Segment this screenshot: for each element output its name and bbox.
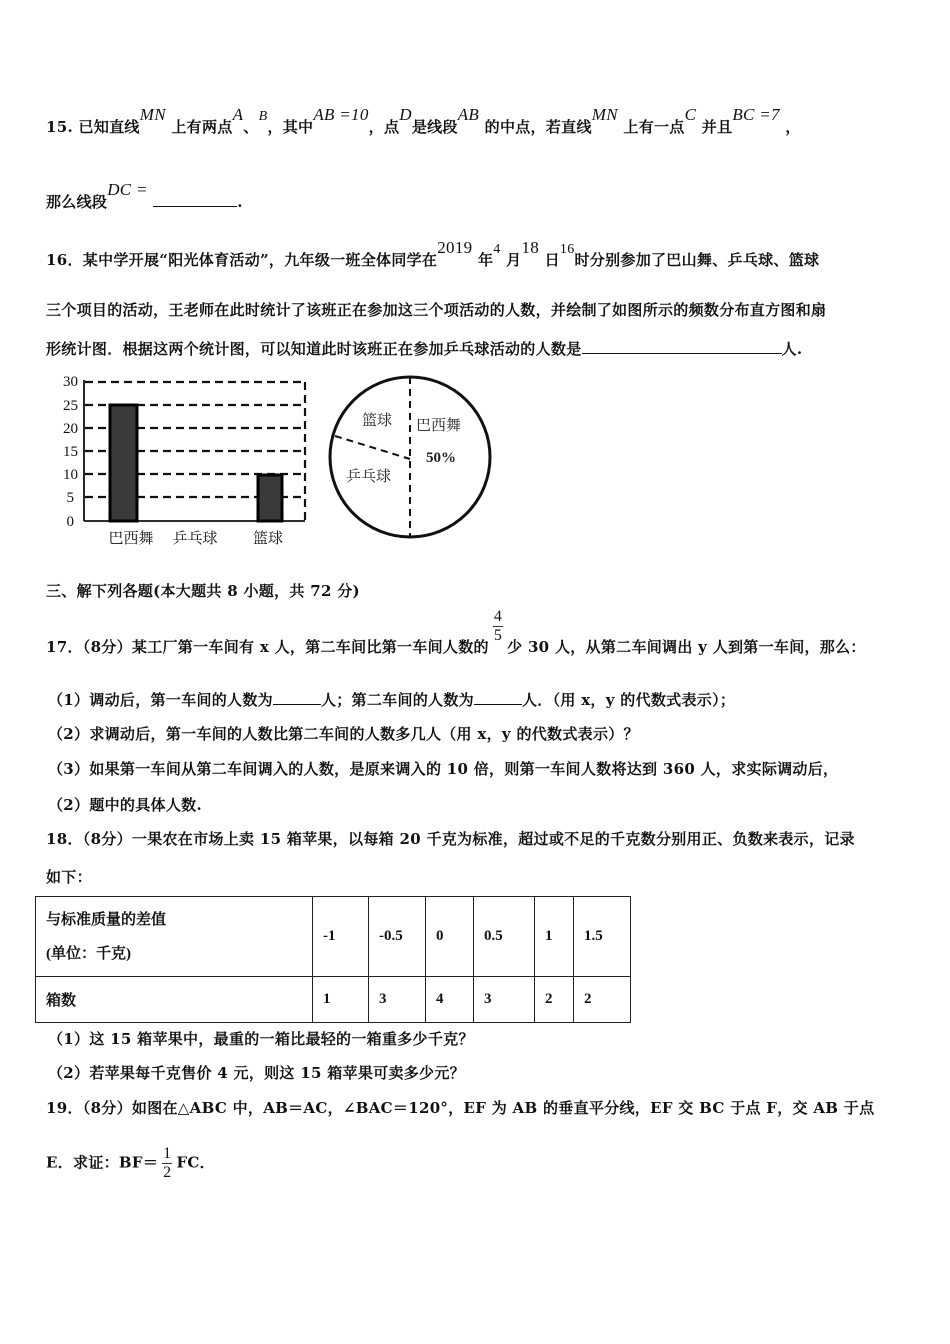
answer-blank[interactable] (582, 353, 782, 354)
text: ， (785, 118, 801, 136)
table-cell: 0.5 (474, 897, 535, 977)
table-cell: 4 (426, 977, 474, 1023)
math-D: D (399, 105, 412, 124)
svg-text:25: 25 (63, 398, 78, 414)
text: ，其中 (267, 118, 314, 136)
question-number: 15. (46, 118, 73, 136)
svg-text:乒乓球: 乒乓球 (346, 469, 392, 485)
text: ，点 (368, 118, 400, 136)
math-MN: MN (139, 105, 166, 124)
q17-part4: （2）题中的具体人数. (48, 796, 202, 814)
x-tick-labels (108, 530, 283, 547)
section-heading: 三、解下列各题(本大题共 8 小题，共 72 分) (46, 582, 360, 600)
text: 17．（8分）某工厂第一车间有 x 人，第二车间比第一车间人数的 (46, 637, 489, 656)
text: 与标准质量的差值 (46, 911, 167, 928)
math-hour: 16 (559, 242, 575, 257)
q18-part2: （2）若苹果每千克售价 4 元，则这 15 箱苹果可卖多少元？ (48, 1064, 465, 1082)
text: 时分别参加了巴山舞、乒乓球、篮球 (574, 251, 820, 269)
q17-part1 (48, 689, 735, 710)
q17-part2: （2）求调动后，第一车间的人数比第二车间的人数多几人（用 x，y 的代数式表示）？ (48, 725, 639, 743)
math-AB: AB (457, 105, 480, 124)
math-year: 2019 (437, 238, 473, 257)
pie-chart (320, 365, 500, 550)
svg-text:巴西舞: 巴西舞 (108, 531, 154, 547)
pie-divider-left (335, 436, 410, 459)
math-A: A (232, 105, 244, 124)
text: 已知直线 (78, 118, 140, 136)
frac-numerator: 4 (493, 608, 503, 625)
text: 、 (243, 118, 259, 136)
answer-blank[interactable] (273, 704, 321, 705)
text: 人. (781, 340, 803, 358)
text: 少 30 人，从第二车间调出 y 人到第一车间，那么： (507, 637, 866, 656)
q18-line1: 18．（8分）一果农在市场上卖 15 箱苹果，以每箱 20 千克为标准，超过或不足的千克数分别用正、负数来表示，记录 (46, 830, 855, 848)
math-BC-7: BC =7 (732, 105, 780, 124)
math-month: 4 (493, 242, 501, 257)
text: 16．某中学开展“阳光体育活动”，九年级一班全体同学在 (46, 251, 438, 269)
q16-line1 (46, 238, 820, 270)
table-cell: 0 (426, 897, 474, 977)
text: 人；第二车间的人数为 (320, 691, 474, 709)
bar-baxiwu (110, 405, 137, 521)
text: 那么线段 (46, 193, 108, 211)
math-C: C (684, 105, 697, 124)
table-cell: 2 (574, 977, 631, 1023)
q15-line1 (46, 105, 801, 137)
svg-text:篮球: 篮球 (362, 413, 393, 429)
table-cell: 3 (474, 977, 535, 1023)
data-table (35, 896, 631, 1023)
text: （1）调动后，第一车间的人数为 (48, 691, 273, 709)
table-cell: 2 (535, 977, 574, 1023)
bar-chart (40, 365, 320, 555)
fraction-1-2 (162, 1145, 172, 1182)
table-header-cell: 箱数 (36, 977, 313, 1023)
table-cell: 1 (535, 897, 574, 977)
svg-text:0: 0 (66, 514, 74, 530)
table-header-cell (36, 897, 313, 977)
answer-blank[interactable] (474, 704, 522, 705)
text: 的中点，若直线 (484, 118, 592, 136)
svg-text:篮球: 篮球 (252, 531, 284, 547)
q17-main (46, 608, 866, 656)
table-cell: 1 (313, 977, 369, 1023)
q18-line2: 如下： (46, 868, 92, 886)
q16-line2: 三个项目的活动，王老师在此时统计了该班正在参加这三个项活动的人数，并绘制了如图所示的频数分布直方图和扇 (46, 301, 827, 319)
math-AB-10: AB =10 (313, 105, 369, 124)
q17-part3: （3）如果第一车间从第二车间调入的人数，是原来调入的 10 倍，则第一车间人数将达到 360 人，求实际调动后， (48, 760, 839, 778)
text: 日 (544, 251, 560, 269)
table-row (36, 977, 631, 1023)
frac-denominator: 5 (493, 627, 503, 644)
q16-line3 (46, 338, 802, 359)
svg-text:30: 30 (63, 374, 78, 390)
text: 年 (477, 251, 494, 269)
svg-text:10: 10 (63, 467, 78, 483)
q19-line1: 19．（8分）如图在△ABC 中，AB＝AC，∠BAC＝120°，EF 为 AB 的垂直平分线，EF 交 BC 于点 F，交 AB 于点 (46, 1099, 875, 1117)
text: . (237, 193, 243, 211)
text: (单位：千克) (46, 945, 131, 962)
fraction-4-5 (493, 608, 503, 645)
svg-text:15: 15 (63, 444, 78, 460)
svg-text:巴西舞: 巴西舞 (416, 418, 462, 434)
math-MN: MN (591, 105, 618, 124)
math-B: B (258, 109, 268, 124)
text: E．求证：BF＝ (46, 1153, 159, 1172)
math-day: 18 (521, 238, 540, 257)
q15-line2 (46, 180, 243, 212)
text: 上有两点 (171, 118, 233, 136)
text: 形统计图．根据这两个统计图，可以知道此时该班正在参加乒乓球活动的人数是 (46, 340, 582, 358)
svg-text:20: 20 (63, 421, 78, 437)
table-cell: 1.5 (574, 897, 631, 977)
q19-line2 (46, 1145, 215, 1182)
q18-part1: （1）这 15 箱苹果中，最重的一箱比最轻的一箱重多少千克？ (48, 1030, 474, 1048)
pie-labels (346, 412, 461, 485)
table-cell: 3 (369, 977, 426, 1023)
math-DC: DC = (107, 180, 148, 199)
answer-blank[interactable] (153, 206, 237, 207)
frac-denominator: 2 (163, 1164, 172, 1181)
text: 人．（用 x，y 的代数式表示）； (521, 691, 736, 709)
table-row (36, 897, 631, 977)
frac-numerator: 1 (163, 1145, 172, 1162)
svg-text:5: 5 (66, 490, 74, 506)
text: 月 (506, 251, 522, 269)
bar-lanqiu (258, 475, 282, 521)
text: 并且 (701, 118, 733, 136)
text: 是线段 (411, 118, 458, 136)
table-cell: -1 (313, 897, 369, 977)
y-tick-labels (63, 374, 78, 530)
table-cell: -0.5 (369, 897, 426, 977)
text: 上有一点 (623, 118, 685, 136)
text: FC． (176, 1153, 215, 1172)
svg-text:乒乓球: 乒乓球 (172, 531, 218, 547)
svg-text:50%: 50% (426, 450, 456, 466)
